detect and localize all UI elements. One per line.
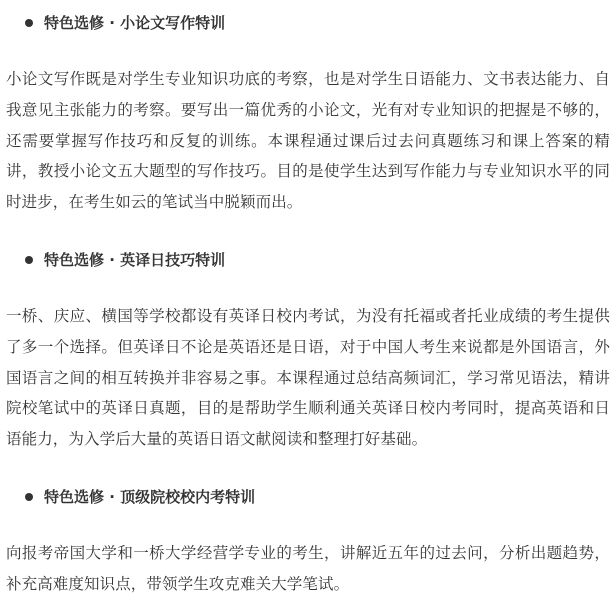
section-paragraph-essay: 小论文写作既是对学生专业知识功底的考察，也是对学生日语能力、文书表达能力、自我意见主张能力的考察。要写出一篇优秀的小论文，光有对专业知识的把握是不够的，还需要掌握写作技巧和反复的训练。本课程通过课后过去问真题练习和课上答案的精讲，教授小论文五大题型的写作技巧。目的是使学生达到写作能力与专业知识水平的同时进步，在考生如云的笔试当中脱颖而出。 — [6, 70, 610, 212]
section-heading-essay — [0, 8, 615, 38]
section-paragraph-translation: 一桥、庆应、横国等学校都设有英译日校内考试，为没有托福或者托业成绩的考生提供了多一个选择。但英译日不论是英语还是日语，对于中国人考生来说都是外国语言，外国语言之间的相互转换并非容易之事。本课程通过总结高频词汇，学习常见语法，精讲院校笔试中的英译日真题，目的是帮助学生顺利通关英译日校内考同时，提高英语和日语能力，为入学后大量的英语日语文献阅读和整理打好基础。 — [6, 307, 610, 449]
section-heading-top-schools — [0, 482, 615, 512]
section-paragraph-top-schools: 向报考帝国大学和一桥大学经营学专业的考生，讲解近五年的过去问，分析出题趋势，补充高难度知识点，带领学生攻克难关大学笔试。 — [6, 544, 610, 593]
section-title: 特色选修 · 顶级院校校内考特训 — [44, 488, 256, 506]
section-title: 特色选修 · 英译日技巧特训 — [44, 251, 226, 269]
bullet-icon — [25, 19, 33, 27]
section-heading-translation — [0, 245, 615, 275]
bullet-icon — [25, 256, 33, 264]
bullet-icon — [25, 493, 33, 501]
section-title: 特色选修 · 小论文写作特训 — [44, 14, 226, 32]
